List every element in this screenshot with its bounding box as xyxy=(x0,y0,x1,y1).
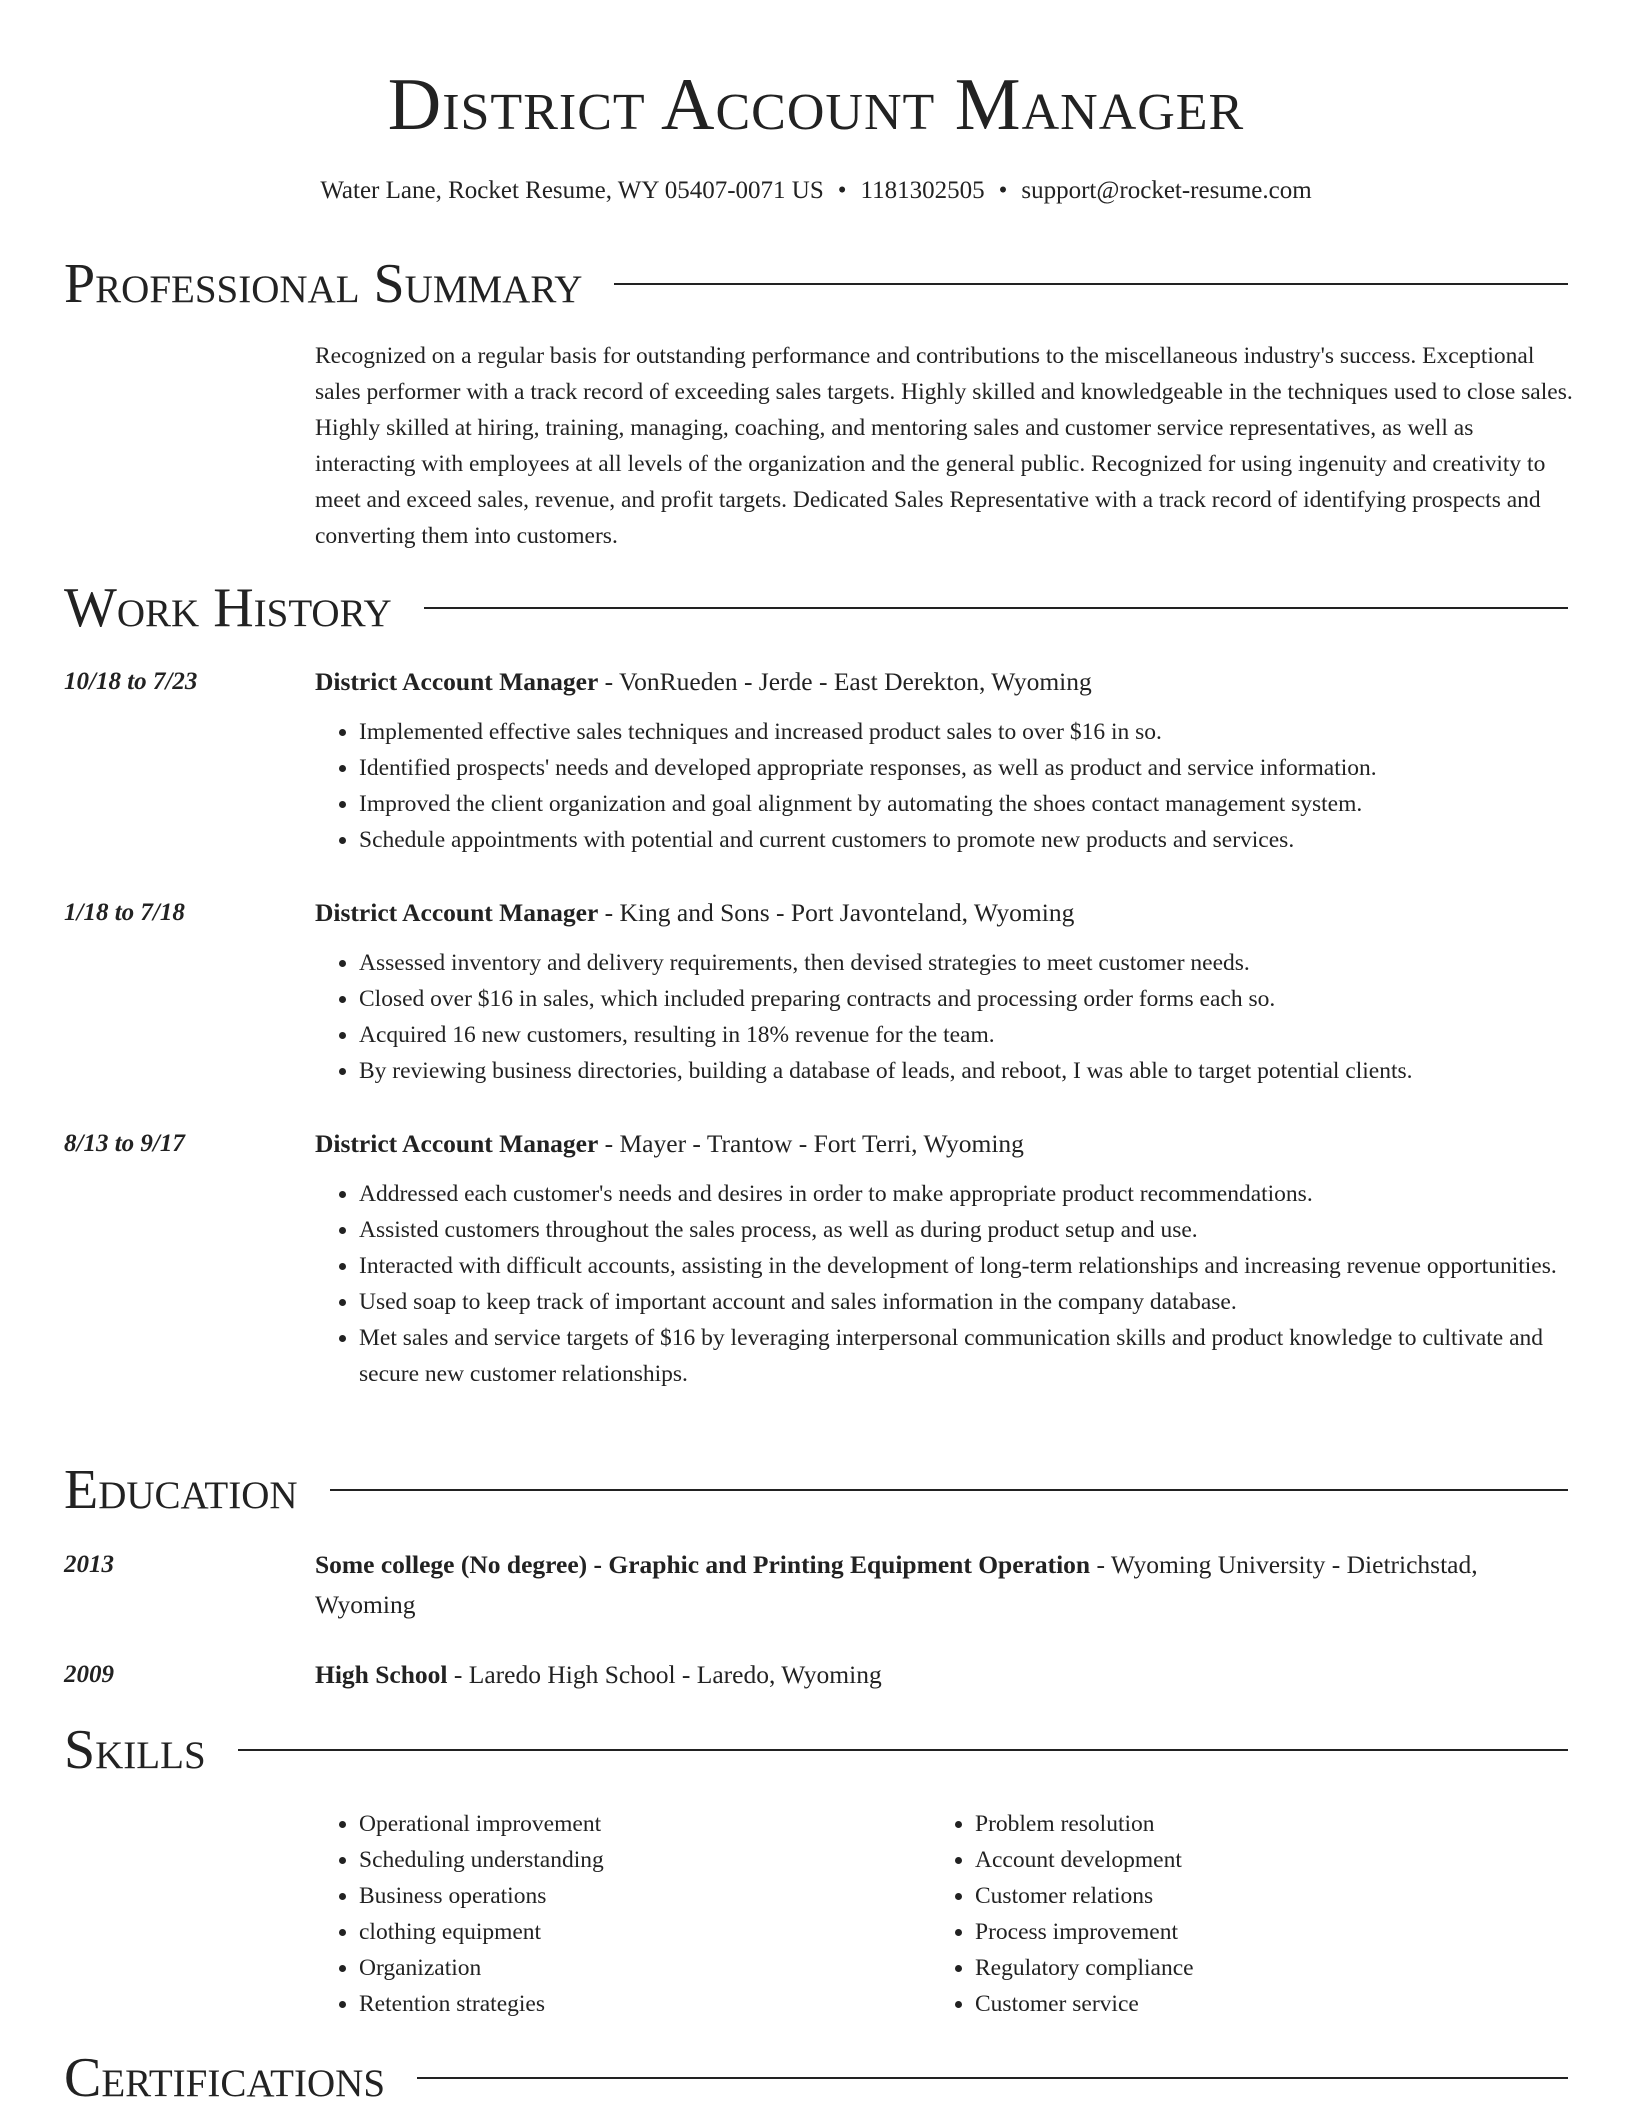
contact-separator: • xyxy=(998,177,1008,204)
list-item: • Acquired 16 new customers, resulting in 18% revenue for the team. xyxy=(359,1017,1568,1053)
work-section-title: Work History xyxy=(64,577,392,639)
work-date: 8/13 to 9/17 xyxy=(64,1130,185,1157)
work-entry-body xyxy=(315,662,1568,858)
education-section-header xyxy=(64,1460,1568,1520)
list-item: • Addressed each customer's needs and desires in order to make appropriate product recommendations. xyxy=(359,1176,1568,1212)
list-item: • Customer service xyxy=(975,1986,1547,2022)
list-item: • Account development xyxy=(975,1842,1547,1878)
job-title: District Account Manager xyxy=(315,1129,599,1158)
education-entry-body xyxy=(315,1545,1568,1625)
job-details: - King and Sons - Port Javonteland, Wyoming xyxy=(598,898,1075,927)
list-item: • Regulatory compliance xyxy=(975,1950,1547,1986)
contact-address: Water Lane, Rocket Resume, WY 05407-0071 US xyxy=(320,177,824,204)
skills-list-left xyxy=(315,1806,931,2022)
list-item: • Improved the client organization and goal alignment by automating the shoes contact management system. xyxy=(359,786,1568,822)
school-details: - Wyoming University - Dietrichstad, Wyoming xyxy=(315,1550,1478,1619)
resume-name-heading: District Account Manager xyxy=(387,64,1245,146)
degree-title: Some college (No degree) - Graphic and Printing Equipment Operation xyxy=(315,1550,1091,1579)
section-divider xyxy=(330,1489,1568,1491)
skills-section-title: Skills xyxy=(64,1719,206,1781)
list-item: • Organization xyxy=(359,1950,931,1986)
education-date: 2013 xyxy=(64,1551,114,1578)
section-divider xyxy=(614,283,1568,285)
list-item: • Schedule appointments with potential and current customers to promote new products and services. xyxy=(359,822,1568,858)
summary-text: Recognized on a regular basis for outstanding performance and contributions to the miscellaneous industry's success. Exceptional sales performer with a track record of exceeding sales targets. Highly skilled and knowledgeable in the techniques used to close sales. Highly skilled at hiring, training, managing, coaching, and mentoring sales and customer service representatives, as well as interacting with employees at all levels of the organization and the general public. Recognized for using ingenuity and creativity to meet and exceed sales, revenue, and profit targets. Dedicated Sales Representative with a track record of identifying prospects and converting them into customers. xyxy=(315,343,1573,549)
list-item: • Customer relations xyxy=(975,1878,1547,1914)
summary-section-header xyxy=(64,254,1568,314)
education-section-title: Education xyxy=(64,1459,298,1521)
list-item: • Closed over $16 in sales, which included preparing contracts and processing order forms each so. xyxy=(359,981,1568,1017)
degree-title: High School xyxy=(315,1660,448,1689)
school-details: - Laredo High School - Laredo, Wyoming xyxy=(447,1660,882,1689)
education-entry-body xyxy=(315,1655,1568,1695)
job-title: District Account Manager xyxy=(315,667,599,696)
list-item: • Operational improvement xyxy=(359,1806,931,1842)
work-headline xyxy=(315,893,1568,933)
list-item: • Used soap to keep track of important account and sales information in the company database. xyxy=(359,1284,1568,1320)
summary-section-title: Professional Summary xyxy=(64,253,583,315)
work-section-header xyxy=(64,578,1568,638)
section-divider xyxy=(424,607,1568,609)
work-bullets xyxy=(315,1176,1568,1392)
list-item: • Process improvement xyxy=(975,1914,1547,1950)
job-details: - VonRueden - Jerde - East Derekton, Wyoming xyxy=(598,667,1092,696)
education-headline xyxy=(315,1655,1568,1695)
contact-line xyxy=(0,174,1632,208)
section-divider xyxy=(238,1749,1568,1751)
list-item: • Assisted customers throughout the sales process, as well as during product setup and use. xyxy=(359,1212,1568,1248)
work-entry-body xyxy=(315,1124,1568,1392)
list-item: • Assessed inventory and delivery requirements, then devised strategies to meet customer needs. xyxy=(359,945,1568,981)
education-headline xyxy=(315,1545,1568,1625)
work-bullets xyxy=(315,945,1568,1089)
list-item: • Scheduling understanding xyxy=(359,1842,931,1878)
contact-phone: 1181302505 xyxy=(860,177,985,204)
job-details: - Mayer - Trantow - Fort Terri, Wyoming xyxy=(598,1129,1024,1158)
list-item: • Interacted with difficult accounts, assisting in the development of long-term relationships and increasing revenue opportunities. xyxy=(359,1248,1568,1284)
work-headline xyxy=(315,662,1568,702)
list-item: • clothing equipment xyxy=(359,1914,931,1950)
contact-email: support@rocket-resume.com xyxy=(1021,177,1312,204)
education-date: 2009 xyxy=(64,1661,114,1688)
skills-list-right xyxy=(931,1806,1547,2022)
job-title: District Account Manager xyxy=(315,898,599,927)
section-divider xyxy=(417,2077,1568,2079)
skills-columns xyxy=(315,1806,1575,2022)
certifications-section-header xyxy=(64,2048,1568,2108)
work-date: 10/18 to 7/23 xyxy=(64,668,198,695)
list-item: • Met sales and service targets of $16 by leveraging interpersonal communication skills and product knowledge to cultivate and secure new customer relationships. xyxy=(359,1320,1568,1392)
list-item: • Business operations xyxy=(359,1878,931,1914)
work-bullets xyxy=(315,714,1568,858)
list-item: • Identified prospects' needs and developed appropriate responses, as well as product and service information. xyxy=(359,750,1568,786)
list-item: • Retention strategies xyxy=(359,1986,931,2022)
work-entry-body xyxy=(315,893,1568,1089)
list-item: • By reviewing business directories, building a database of leads, and reboot, I was able to target potential clients. xyxy=(359,1053,1568,1089)
work-date: 1/18 to 7/18 xyxy=(64,899,185,926)
work-headline xyxy=(315,1124,1568,1164)
list-item: • Implemented effective sales techniques and increased product sales to over $16 in so. xyxy=(359,714,1568,750)
contact-separator: • xyxy=(837,177,847,204)
list-item: • Problem resolution xyxy=(975,1806,1547,1842)
certifications-section-title: Certifications xyxy=(64,2047,386,2109)
skills-section-header xyxy=(64,1720,1568,1780)
